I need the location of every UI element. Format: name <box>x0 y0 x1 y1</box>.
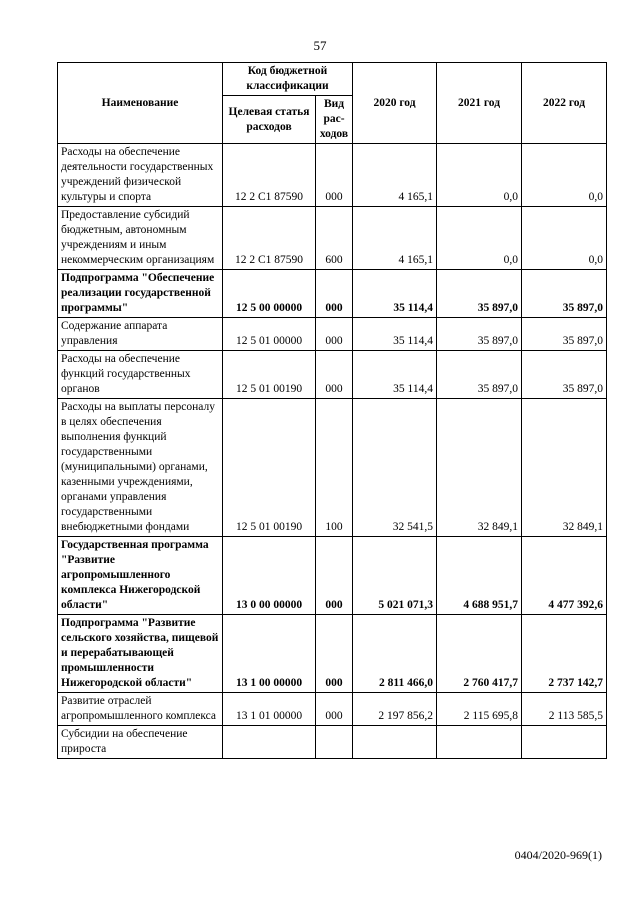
row-2022: 4 477 392,6 <box>522 537 607 615</box>
table-row <box>58 693 607 726</box>
row-2021: 35 897,0 <box>437 318 522 351</box>
table-row <box>58 726 607 759</box>
budget-table <box>57 62 607 759</box>
row-2021: 2 760 417,7 <box>437 615 522 693</box>
row-2020 <box>353 726 437 759</box>
row-vid <box>316 726 353 759</box>
row-vid: 000 <box>316 318 353 351</box>
table-row <box>58 399 607 537</box>
row-code: 13 1 00 00000 <box>223 615 316 693</box>
row-vid: 600 <box>316 207 353 270</box>
header-row <box>58 63 607 96</box>
row-2021 <box>437 726 522 759</box>
row-2022: 0,0 <box>522 144 607 207</box>
row-2020: 32 541,5 <box>353 399 437 537</box>
table-row <box>58 207 607 270</box>
row-2020: 4 165,1 <box>353 207 437 270</box>
row-2022: 35 897,0 <box>522 270 607 318</box>
row-2021: 35 897,0 <box>437 351 522 399</box>
row-2021: 32 849,1 <box>437 399 522 537</box>
header-target: Целевая статья расходов <box>223 96 316 144</box>
row-2022: 35 897,0 <box>522 351 607 399</box>
row-2022: 35 897,0 <box>522 318 607 351</box>
row-2020: 35 114,4 <box>353 351 437 399</box>
row-code: 12 2 C1 87590 <box>223 144 316 207</box>
row-2022 <box>522 726 607 759</box>
row-2020: 2 197 856,2 <box>353 693 437 726</box>
row-vid: 000 <box>316 537 353 615</box>
header-2022: 2022 год <box>522 63 607 144</box>
row-name: Подпрограмма "Развитие сельского хозяйства, пищевой и перерабатывающей промышленности Нижегородской области" <box>58 615 223 693</box>
row-vid: 000 <box>316 351 353 399</box>
row-code: 12 5 00 00000 <box>223 270 316 318</box>
row-2021: 2 115 695,8 <box>437 693 522 726</box>
header-name: Наименование <box>58 63 223 144</box>
row-code: 13 1 01 00000 <box>223 693 316 726</box>
row-2020: 35 114,4 <box>353 318 437 351</box>
row-2022: 2 113 585,5 <box>522 693 607 726</box>
row-name: Содержание аппарата управления <box>58 318 223 351</box>
row-name: Субсидии на обеспечение прироста <box>58 726 223 759</box>
header-type: Вид рас-ходов <box>316 96 353 144</box>
row-2020: 4 165,1 <box>353 144 437 207</box>
table-row <box>58 270 607 318</box>
table-row <box>58 615 607 693</box>
page-number: 57 <box>313 38 327 53</box>
header-budget-code: Код бюджетной классификации <box>223 63 353 96</box>
row-vid: 000 <box>316 693 353 726</box>
row-code: 12 5 01 00190 <box>223 351 316 399</box>
header-2021: 2021 год <box>437 63 522 144</box>
row-vid: 100 <box>316 399 353 537</box>
row-vid: 000 <box>316 615 353 693</box>
row-name: Расходы на выплаты персоналу в целях обеспечения выполнения функций государственными (муниципальными) органами, казенными учреждениями, органами управления государственными внебюджетными фондами <box>58 399 223 537</box>
row-2022: 2 737 142,7 <box>522 615 607 693</box>
table-row <box>58 537 607 615</box>
row-2021: 0,0 <box>437 207 522 270</box>
row-2022: 32 849,1 <box>522 399 607 537</box>
row-code: 13 0 00 00000 <box>223 537 316 615</box>
row-2021: 4 688 951,7 <box>437 537 522 615</box>
row-2022: 0,0 <box>522 207 607 270</box>
row-name: Расходы на обеспечение функций государственных органов <box>58 351 223 399</box>
row-vid: 000 <box>316 270 353 318</box>
row-name: Подпрограмма "Обеспечение реализации государственной программы" <box>58 270 223 318</box>
document-code: 0404/2020-969(1) <box>514 848 602 862</box>
row-2020: 35 114,4 <box>353 270 437 318</box>
table-row <box>58 351 607 399</box>
header-2020: 2020 год <box>353 63 437 144</box>
row-vid: 000 <box>316 144 353 207</box>
row-2020: 5 021 071,3 <box>353 537 437 615</box>
row-name: Расходы на обеспечение деятельности государственных учреждений физической культуры и спорта <box>58 144 223 207</box>
table-row <box>58 318 607 351</box>
row-code: 12 5 01 00000 <box>223 318 316 351</box>
row-code: 12 5 01 00190 <box>223 399 316 537</box>
row-2020: 2 811 466,0 <box>353 615 437 693</box>
row-2021: 0,0 <box>437 144 522 207</box>
table-row <box>58 144 607 207</box>
row-name: Государственная программа "Развитие агропромышленного комплекса Нижегородской области" <box>58 537 223 615</box>
row-2021: 35 897,0 <box>437 270 522 318</box>
row-name: Развитие отраслей агропромышленного комплекса <box>58 693 223 726</box>
row-code: 12 2 C1 87590 <box>223 207 316 270</box>
row-name: Предоставление субсидий бюджетным, автономным учреждениям и иным некоммерческим организациям <box>58 207 223 270</box>
row-code <box>223 726 316 759</box>
